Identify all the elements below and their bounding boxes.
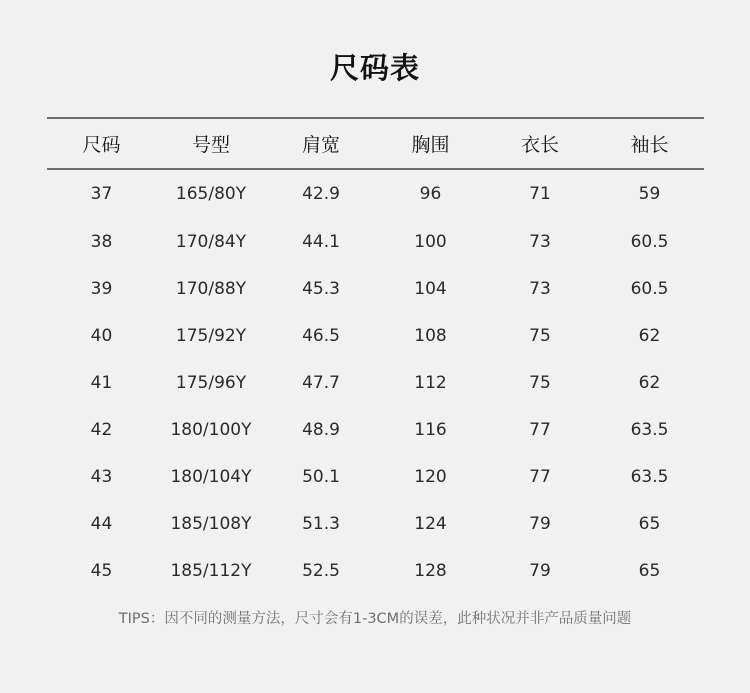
header-model: 号型 <box>156 118 266 169</box>
cell-sleeve: 63.5 <box>630 419 669 440</box>
cell-model: 175/96Y <box>175 372 247 393</box>
table-row <box>47 547 704 594</box>
cell-length: 79 <box>529 513 551 534</box>
cell-model: 180/104Y <box>170 466 252 487</box>
cell-chest: 120 <box>414 466 447 487</box>
cell-sleeve: 59 <box>638 184 661 204</box>
cell-chest: 124 <box>414 513 447 534</box>
cell-size: 38 <box>90 231 113 252</box>
cell-chest: 100 <box>414 231 447 252</box>
cell-sleeve: 62 <box>638 325 661 346</box>
table-row <box>47 359 704 406</box>
cell-sleeve: 65 <box>638 513 661 534</box>
cell-chest: 116 <box>414 419 447 440</box>
table-row <box>47 218 704 265</box>
cell-size: 42 <box>90 419 113 440</box>
table-row <box>47 169 704 218</box>
cell-shoulder: 48.9 <box>302 419 340 440</box>
cell-model: 180/100Y <box>170 419 252 440</box>
table-row <box>47 312 704 359</box>
table-row <box>47 265 704 312</box>
cell-shoulder: 52.5 <box>302 560 340 581</box>
cell-sleeve: 60.5 <box>630 278 669 299</box>
table-row <box>47 406 704 453</box>
cell-length: 75 <box>529 325 551 346</box>
cell-size: 37 <box>90 184 113 204</box>
size-table <box>47 117 704 594</box>
cell-length: 73 <box>529 231 551 252</box>
header-shoulder: 肩宽 <box>266 118 376 169</box>
cell-chest: 104 <box>414 278 447 299</box>
cell-sleeve: 63.5 <box>630 466 669 487</box>
cell-size: 43 <box>90 466 113 487</box>
cell-chest: 112 <box>414 372 447 393</box>
cell-length: 77 <box>529 466 551 487</box>
cell-size: 41 <box>90 372 113 393</box>
cell-model: 185/112Y <box>170 560 252 581</box>
table-row <box>47 453 704 500</box>
cell-size: 39 <box>90 278 113 299</box>
cell-length: 75 <box>529 372 551 393</box>
cell-sleeve: 60.5 <box>630 231 669 252</box>
cell-size: 40 <box>90 325 113 346</box>
table-row <box>47 500 704 547</box>
cell-sleeve: 65 <box>638 560 661 581</box>
header-size: 尺码 <box>47 118 156 169</box>
table-header-row <box>47 118 704 169</box>
cell-model: 165/80Y <box>175 184 247 204</box>
header-sleeve: 袖长 <box>595 118 704 169</box>
cell-model: 170/88Y <box>175 278 247 299</box>
cell-length: 73 <box>529 278 551 299</box>
cell-chest: 96 <box>419 184 442 204</box>
page-title: 尺码表 <box>329 51 420 85</box>
tips-note: TIPS：因不同的测量方法，尺寸会有1-3CM的误差，此种状况并非产品质量问题 <box>118 611 632 627</box>
cell-shoulder: 46.5 <box>302 325 340 346</box>
cell-length: 77 <box>529 419 551 440</box>
cell-shoulder: 42.9 <box>302 184 340 204</box>
cell-sleeve: 62 <box>638 372 661 393</box>
header-length: 衣长 <box>485 118 595 169</box>
cell-shoulder: 50.1 <box>302 466 340 487</box>
cell-shoulder: 45.3 <box>302 278 340 299</box>
header-chest: 胸围 <box>376 118 485 169</box>
cell-size: 45 <box>90 560 113 581</box>
cell-model: 175/92Y <box>175 325 247 346</box>
cell-size: 44 <box>90 513 113 534</box>
cell-model: 185/108Y <box>170 513 252 534</box>
cell-length: 79 <box>529 560 551 581</box>
cell-length: 71 <box>529 184 551 204</box>
cell-chest: 108 <box>414 325 447 346</box>
cell-shoulder: 47.7 <box>302 372 340 393</box>
cell-chest: 128 <box>414 560 447 581</box>
cell-shoulder: 51.3 <box>302 513 340 534</box>
cell-model: 170/84Y <box>175 231 247 252</box>
cell-shoulder: 44.1 <box>302 231 340 252</box>
